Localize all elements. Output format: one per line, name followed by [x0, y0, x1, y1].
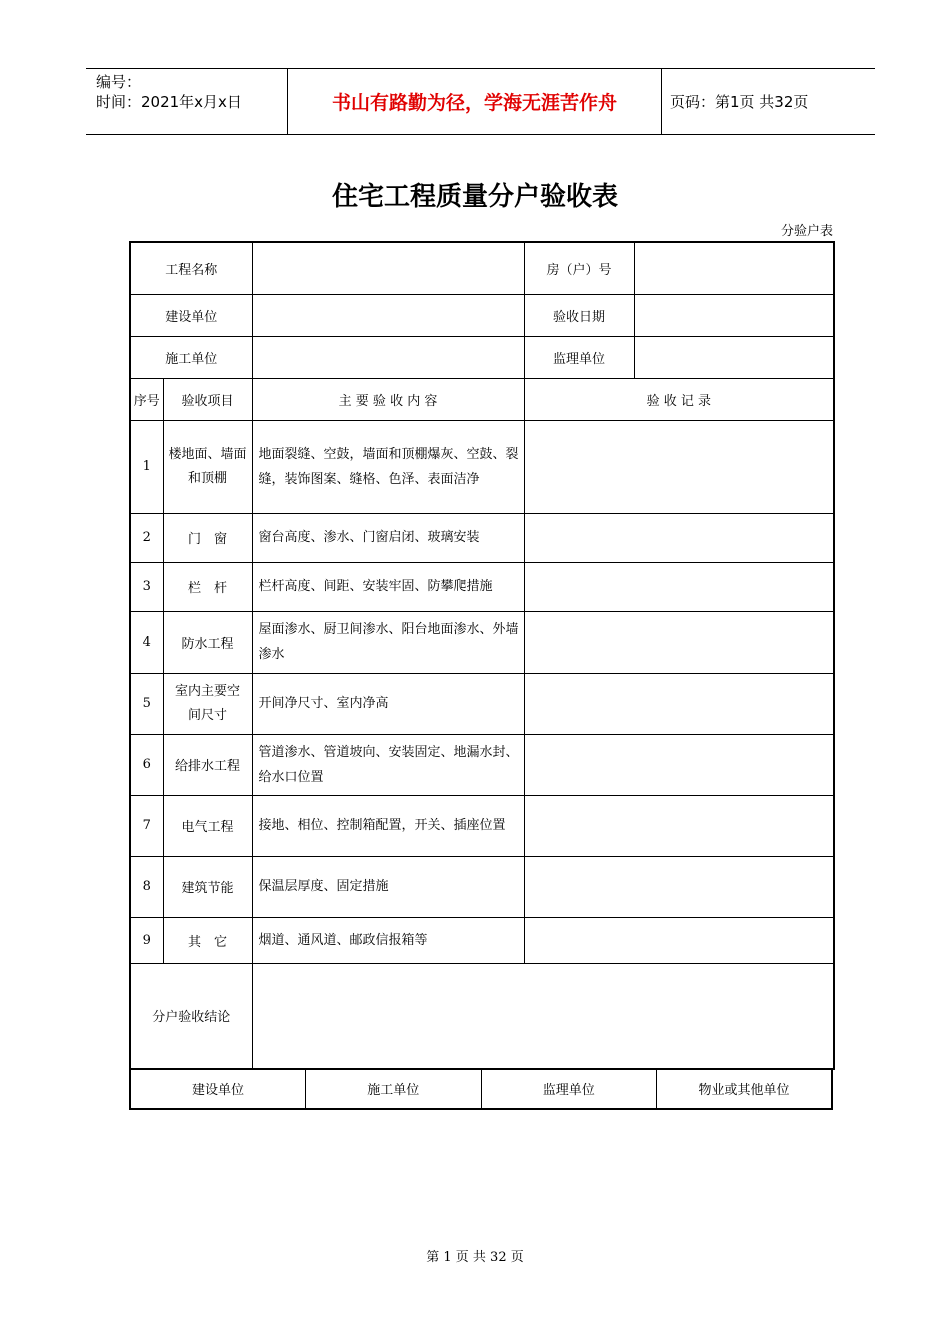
row-record-field[interactable] — [524, 795, 834, 856]
row-content: 接地、相位、控制箱配置，开关、插座位置 — [252, 795, 524, 856]
header-meta — [86, 69, 287, 134]
col-item: 验收项目 — [163, 378, 252, 420]
table-row — [130, 673, 834, 734]
document-header — [86, 68, 875, 135]
supervisor-label: 监理单位 — [524, 336, 634, 378]
header-page-info: 页码：第1页 共32页 — [670, 93, 809, 111]
conclusion-row — [130, 963, 834, 1069]
conclusion-label: 分户验收结论 — [130, 963, 252, 1069]
row-content: 烟道、通风道、邮政信报箱等 — [252, 917, 524, 963]
table-row — [130, 734, 834, 795]
builder-label: 建设单位 — [130, 294, 252, 336]
signature-property[interactable]: 物业或其他单位 — [657, 1068, 833, 1109]
room-number-label: 房（户）号 — [524, 242, 634, 294]
room-number-field[interactable] — [634, 242, 834, 294]
col-no: 序号 — [130, 378, 163, 420]
header-date: 时间：2021年x月x日 — [96, 93, 242, 111]
row-no: 6 — [130, 734, 163, 795]
table-row — [130, 795, 834, 856]
col-record: 验 收 记 录 — [524, 378, 834, 420]
row-no: 7 — [130, 795, 163, 856]
table-row — [130, 856, 834, 917]
row-record-field[interactable] — [524, 856, 834, 917]
signature-builder[interactable]: 建设单位 — [130, 1068, 306, 1109]
table-row — [130, 513, 834, 562]
row-no: 5 — [130, 673, 163, 734]
table-row — [130, 917, 834, 963]
header-motto: 书山有路勤为径，学海无涯苦作舟 — [287, 69, 662, 134]
row-item: 其 它 — [163, 917, 252, 963]
supervisor-field[interactable] — [634, 336, 834, 378]
row-content: 栏杆高度、间距、安装牢固、防攀爬措施 — [252, 562, 524, 611]
row-no: 4 — [130, 611, 163, 673]
row-content: 管道渗水、管道坡向、安装固定、地漏水封、给水口位置 — [252, 734, 524, 795]
inspection-table — [129, 241, 835, 1070]
row-content: 屋面渗水、厨卫间渗水、阳台地面渗水、外墙渗水 — [252, 611, 524, 673]
table-row — [130, 420, 834, 513]
row-record-field[interactable] — [524, 562, 834, 611]
row-item: 电气工程 — [163, 795, 252, 856]
row-item: 给排水工程 — [163, 734, 252, 795]
row-content: 窗台高度、渗水、门窗启闭、玻璃安装 — [252, 513, 524, 562]
row-no: 9 — [130, 917, 163, 963]
signature-construction[interactable]: 施工单位 — [306, 1068, 482, 1109]
row-record-field[interactable] — [524, 673, 834, 734]
row-record-field[interactable] — [524, 734, 834, 795]
row-item: 栏 杆 — [163, 562, 252, 611]
row-item: 建筑节能 — [163, 856, 252, 917]
row-record-field[interactable] — [524, 420, 834, 513]
page-footer: 第 1 页 共 32 页 — [426, 1250, 524, 1265]
conclusion-field[interactable] — [252, 963, 834, 1069]
row-content: 开间净尺寸、室内净高 — [252, 673, 524, 734]
project-name-field[interactable] — [252, 242, 524, 294]
row-item: 室内主要空间尺寸 — [163, 673, 252, 734]
signature-supervisor[interactable]: 监理单位 — [481, 1068, 657, 1109]
row-no: 1 — [130, 420, 163, 513]
header-number: 编号： — [96, 73, 142, 91]
row-no: 2 — [130, 513, 163, 562]
inspection-date-field[interactable] — [634, 294, 834, 336]
row-record-field[interactable] — [524, 917, 834, 963]
row-item: 防水工程 — [163, 611, 252, 673]
row-content: 保温层厚度、固定措施 — [252, 856, 524, 917]
row-item: 门 窗 — [163, 513, 252, 562]
construction-unit-field[interactable] — [252, 336, 524, 378]
row-no: 8 — [130, 856, 163, 917]
builder-field[interactable] — [252, 294, 524, 336]
project-name-label: 工程名称 — [130, 242, 252, 294]
table-row — [130, 611, 834, 673]
inspection-date-label: 验收日期 — [524, 294, 634, 336]
page-title: 住宅工程质量分户验收表 — [331, 182, 618, 212]
column-header-row — [130, 378, 834, 420]
row-record-field[interactable] — [524, 513, 834, 562]
table-row — [130, 562, 834, 611]
form-tag: 分验户表 — [780, 224, 833, 239]
row-content: 地面裂缝、空鼓，墙面和顶棚爆灰、空鼓、裂缝，装饰图案、缝格、色泽、表面洁净 — [252, 420, 524, 513]
construction-unit-label: 施工单位 — [130, 336, 252, 378]
row-record-field[interactable] — [524, 611, 834, 673]
col-content: 主 要 验 收 内 容 — [252, 378, 524, 420]
row-item: 楼地面、墙面和顶棚 — [163, 420, 252, 513]
row-no: 3 — [130, 562, 163, 611]
signature-table — [129, 1068, 833, 1110]
